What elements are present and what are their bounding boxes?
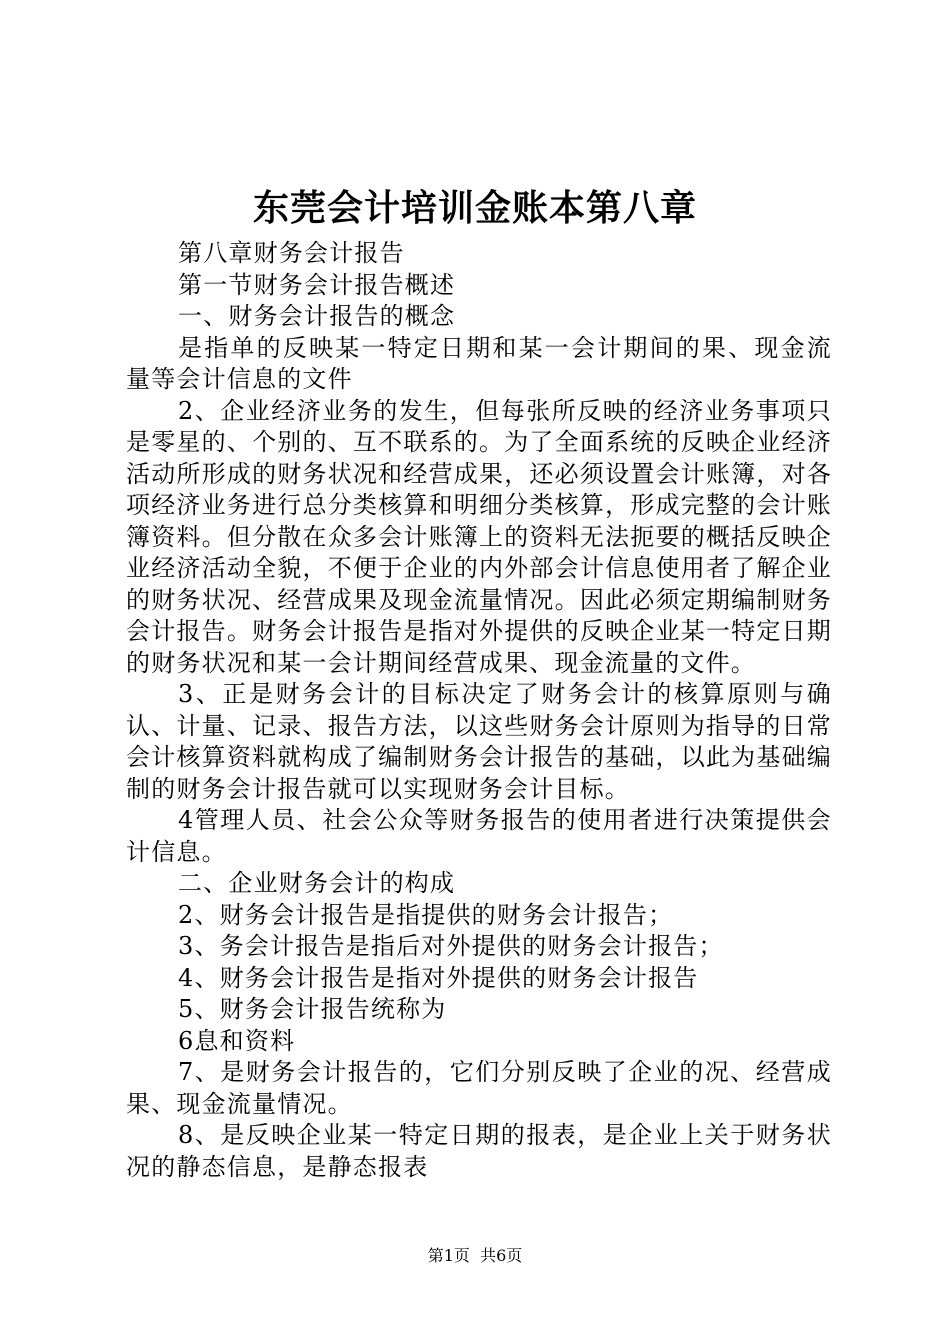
paragraph: 6息和资料: [178, 1026, 296, 1055]
paragraph: 是指单的反映某一特定日期和某一会计期间的果、现金流量等会计信息的文件: [126, 333, 832, 393]
paragraph: 3、务会计报告是指后对外提供的财务会计报告；: [178, 932, 724, 960]
paragraph: 2、企业经济业务的发生，但每张所反映的经济业务事项只是零星的、个别的、互不联系的。为了全面系统的反映企业经济活动所形成的财务状况和经营成果，还必须设置会计账簿，对各项经济业务进行总分类核算和明细分类核算，形成完整的会计账簿资料。但分散在众多会计账簿上的资料无法扼要的概括反映企业经济活动全貌，不便于企业的内外部会计信息使用者了解企业的财务状况、经营成果及现金流量情况。因此必须定期编制财务会计报告。财务会计报告是指对外提供的反映企业某一特定日期的财务状况和某一会计期间经营成果、现金流量的文件。: [126, 396, 832, 677]
document-body: [126, 238, 832, 1183]
paragraph: 二、企业财务会计的构成: [178, 869, 456, 897]
document-title: 东莞会计培训金账本第八章: [252, 187, 697, 229]
paragraph: 2、财务会计报告是指提供的财务会计报告；: [178, 900, 674, 929]
paragraph: 3、正是财务会计的目标决定了财务会计的核算原则与确认、计量、记录、报告方法，以这些财务会计原则为指导的日常会计核算资料就构成了编制财务会计报告的基础，以此为基础编制的财务会计报告就可以实现财务会计目标。: [126, 680, 832, 803]
paragraph: 第一节财务会计报告概述: [178, 270, 456, 299]
paragraph: 8、是反映企业某一特定日期的报表，是企业上关于财务状况的静态信息，是静态报表: [126, 1121, 832, 1181]
paragraph: 4管理人员、社会公众等财务报告的使用者进行决策提供会计信息。: [126, 806, 832, 866]
paragraph: 第八章财务会计报告: [178, 239, 405, 267]
page-number: 第1页 共6页: [427, 1246, 523, 1265]
paragraph: 5、财务会计报告统称为: [178, 995, 447, 1023]
paragraph: 4、财务会计报告是指对外提供的财务会计报告: [178, 963, 699, 992]
paragraph: 一、财务会计报告的概念: [178, 302, 456, 330]
page-footer: [0, 1245, 950, 1267]
paragraph: 7、是财务会计报告的，它们分别反映了企业的况、经营成果、现金流量情况。: [126, 1058, 832, 1118]
